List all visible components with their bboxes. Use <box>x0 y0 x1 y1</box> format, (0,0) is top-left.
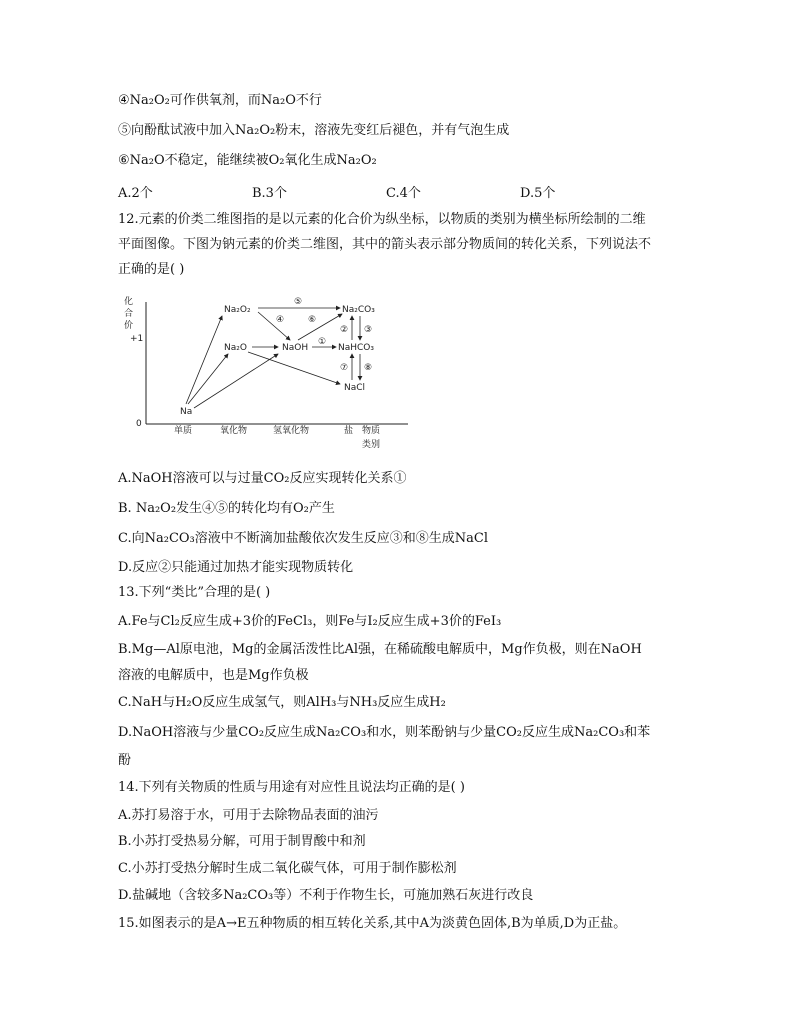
q13-option-b: B.Mg—Al原电池，Mg的金属活泼性比Al强，在稀硫酸电解质中，Mg作负极，则在NaOH <box>118 642 642 657</box>
node-nacl: NaCl <box>344 383 366 393</box>
prev-option-c: C.4个 <box>386 186 421 201</box>
prev-options <box>118 182 678 200</box>
prev-option-b: B.3个 <box>252 186 287 201</box>
node-na2o2: Na₂O₂ <box>224 305 251 315</box>
q12-stem-line-3: 正确的是( ) <box>118 262 185 277</box>
prev-item-6: ⑥Na₂O不稳定，能继续被O₂氧化生成Na₂O₂ <box>118 153 377 168</box>
x-cat-oxide: 氧化物 <box>220 426 248 436</box>
y-label-2: 合 <box>124 309 134 319</box>
x-cat-hydroxide: 氢氧化物 <box>273 426 310 436</box>
q13-option-c: C.NaH与H₂O反应生成氢气，则AlH₃与NH₃反应生成H₂ <box>118 695 446 710</box>
q15-stem: 15.如图表示的是A→E五种物质的相互转化关系,其中A为淡黄色固体,B为单质,D为正盐。 <box>118 916 627 931</box>
arrow-na-na2o <box>188 354 228 404</box>
prev-item-5: ⑤向酚酞试液中加入Na₂O₂粉末，溶液先变红后褪色，并有气泡生成 <box>118 123 510 138</box>
y-label-1: 化 <box>124 297 134 307</box>
q12-stem-line-2: 平面图像。下图为钠元素的价类二维图，其中的箭头表示部分物质间的转化关系，下列说法不 <box>118 237 652 252</box>
label-8: ⑧ <box>364 363 373 373</box>
x-cat-element: 单质 <box>174 426 193 436</box>
prev-item-4: ④Na₂O₂可作供氧剂，而Na₂O不行 <box>118 93 322 108</box>
x-cat-salt: 盐 <box>344 426 354 436</box>
q14-option-a: A.苏打易溶于水，可用于去除物品表面的油污 <box>118 808 379 823</box>
q14-stem: 14.下列有关物质的性质与用途有对应性且说法均正确的是( ) <box>118 780 465 795</box>
q12-option-b: B. Na₂O₂发生④⑤的转化均有O₂产生 <box>118 501 335 516</box>
y-label-3: 价 <box>124 321 134 331</box>
q13-option-b-cont: 溶液的电解质中，也是Mg作负极 <box>118 668 309 683</box>
q12-stem-line-1: 12.元素的价类二维图指的是以元素的化合价为纵坐标，以物质的类别为横坐标所绘制的二维 <box>118 212 646 227</box>
q13-option-a: A.Fe与Cl₂反应生成+3价的FeCl₃，则Fe与I₂反应生成+3价的FeI₃ <box>118 614 502 629</box>
y-tick-0: 0 <box>136 419 142 429</box>
x-label-1: 物质 <box>362 426 381 436</box>
node-nahco3: NaHCO₃ <box>338 343 374 353</box>
label-4: ④ <box>276 315 285 325</box>
label-1: ① <box>318 337 327 347</box>
label-7: ⑦ <box>340 363 349 373</box>
label-6: ⑥ <box>308 315 317 325</box>
y-tick-plus1: +1 <box>130 334 144 344</box>
node-na2co3: Na₂CO₃ <box>342 305 375 315</box>
label-3: ③ <box>364 325 373 335</box>
sodium-valence-class-diagram <box>118 290 418 460</box>
prev-option-d: D.5个 <box>520 186 556 201</box>
q14-option-c: C.小苏打受热分解时生成二氧化碳气体，可用于制作膨松剂 <box>118 861 457 876</box>
arrow-na2o2-naoh <box>258 312 290 340</box>
x-label-2: 类别 <box>362 440 381 450</box>
q12-option-d: D.反应②只能通过加热才能实现物质转化 <box>118 560 354 575</box>
q12-option-c: C.向Na₂CO₃溶液中不断滴加盐酸依次发生反应③和⑧生成NaCl <box>118 531 488 546</box>
label-5: ⑤ <box>294 297 303 307</box>
q14-option-d: D.盐碱地（含较多Na₂CO₃等）不利于作物生长，可施加熟石灰进行改良 <box>118 888 534 903</box>
arrow-na2o-nacl <box>248 352 340 384</box>
q12-option-a: A.NaOH溶液可以与过量CO₂反应实现转化关系① <box>118 471 407 486</box>
node-naoh: NaOH <box>282 343 309 353</box>
q13-stem: 13.下列“类比”合理的是( ) <box>118 585 271 600</box>
q14-option-b: B.小苏打受热易分解，可用于制胃酸中和剂 <box>118 834 366 849</box>
node-na: Na <box>180 407 193 417</box>
arrow-na-na2o2 <box>186 316 222 404</box>
q13-option-d-cont: 酚 <box>118 753 132 768</box>
node-na2o: Na₂O <box>224 343 247 353</box>
q13-option-d: D.NaOH溶液与少量CO₂反应生成Na₂CO₃和水，则苯酚钠与少量CO₂反应生成Na₂CO₃和苯 <box>118 725 651 740</box>
prev-option-a: A.2个 <box>118 186 153 201</box>
label-2: ② <box>340 325 349 335</box>
